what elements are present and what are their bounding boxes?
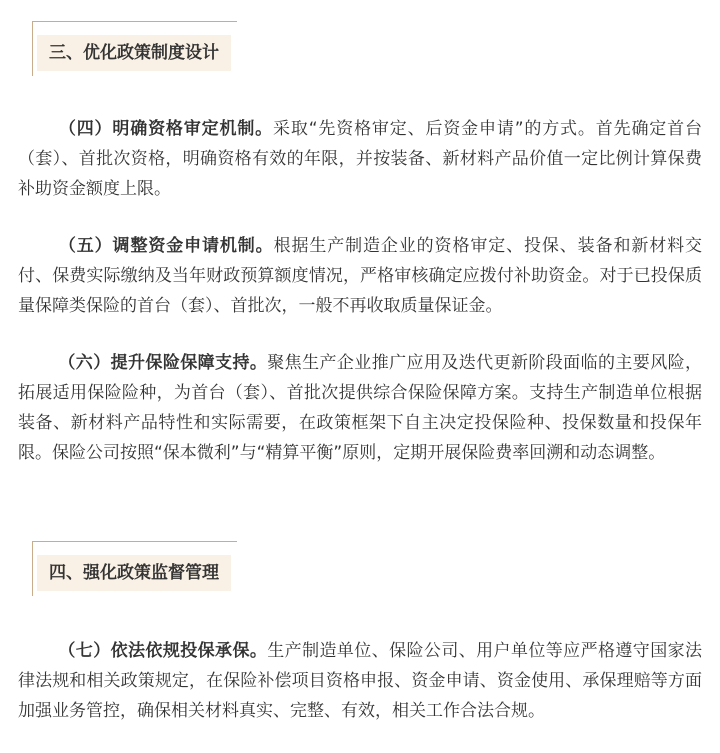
- paragraph-lead: （六）提升保险保障支持。: [58, 353, 268, 373]
- paragraph-7: [18, 636, 702, 726]
- paragraph-lead: （五）调整资金申请机制。: [58, 236, 274, 256]
- paragraph-6: [18, 348, 702, 468]
- paragraph-5: [18, 231, 702, 321]
- heading-top-rule: [32, 541, 237, 542]
- paragraph-lead: （四）明确资格审定机制。: [58, 119, 274, 139]
- section-title: 四、强化政策监督管理: [37, 555, 231, 591]
- paragraph-body: 采取“先资格审定、后资金申请”的方式。首先确定首台（套）、首批次资格，明确资格有效的年限，并按装备、新材料产品价值一定比例计算保费补助资金额度上限。: [18, 119, 702, 199]
- paragraph-body: 根据生产制造企业的资格审定、投保、装备和新材料交付、保费实际缴纳及当年财政预算额度情况，严格审核确定应拨付补助资金。对于已投保质量保障类保险的首台（套）、首批次，一般不再收取质量保证金。: [18, 236, 703, 316]
- paragraph-body: 聚焦生产企业推广应用及迭代更新阶段面临的主要风险，拓展适用保险险种，为首台（套）、首批次提供综合保险保障方案。支持生产制造单位根据装备、新材料产品特性和实际需要，在政策框架下自主决定投保险种、投保数量和投保年限。保险公司按照“保本微利”与“精算平衡”原则，定期开展保险费率回溯和动态调整。: [18, 353, 703, 463]
- paragraph-lead: （七）依法依规投保承保。: [58, 641, 268, 661]
- section-heading-4: [32, 541, 237, 591]
- heading-top-rule: [32, 21, 237, 22]
- heading-left-rule: [32, 541, 33, 596]
- paragraph-4: [18, 114, 702, 204]
- heading-left-rule: [32, 21, 33, 76]
- paragraph-body: 生产制造单位、保险公司、用户单位等应严格遵守国家法律法规和相关政策规定，在保险补偿项目资格申报、资金申请、资金使用、承保理赔等方面加强业务管控，确保相关材料真实、完整、有效，相关工作合法合规。: [18, 641, 703, 721]
- section-title: 三、优化政策制度设计: [37, 35, 231, 71]
- section-heading-3: [32, 21, 237, 71]
